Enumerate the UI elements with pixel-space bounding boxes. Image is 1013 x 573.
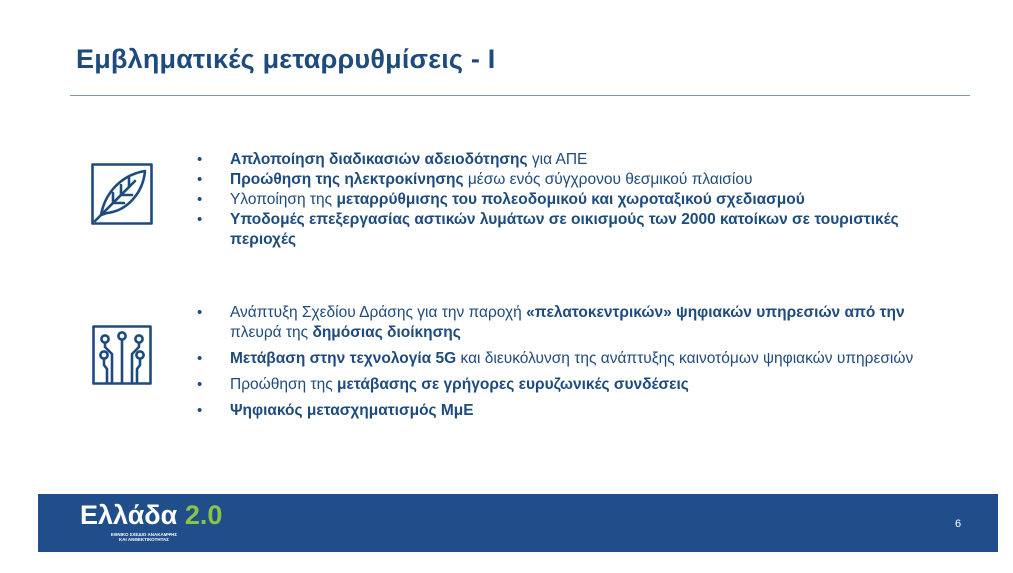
logo-text: Ελλάδα <box>80 500 178 530</box>
title-divider <box>70 95 970 96</box>
page-number: 6 <box>955 518 962 530</box>
bullet-text: Ανάπτυξη Σχεδίου Δράσης για την παροχή <box>230 304 527 321</box>
bullet-item <box>197 190 937 210</box>
bullet-item <box>197 210 937 250</box>
bullet-text: μέσω ενός σύγχρονου θεσμικού πλαισίου <box>463 171 753 188</box>
circuit-icon <box>92 325 152 385</box>
bullet-item <box>197 349 942 369</box>
bullet-text: Προώθηση της <box>230 376 337 393</box>
bullet-text: πλευρά της <box>230 324 313 341</box>
bullet-text: και διευκόλυνση της ανάπτυξης καινοτόμων ψηφιακών υπηρεσιών <box>456 350 914 367</box>
bullet-bold-text: Προώθηση της ηλεκτροκίνησης <box>230 171 464 188</box>
bullet-bold-text: Μετάβαση στην τεχνολογία 5G <box>230 350 457 367</box>
bullet-bold-text: Υποδομές επεξεργασίας αστικών λυμάτων σε οικισμούς των 2000 κατοίκων σε τουριστικές περιοχές <box>230 211 899 248</box>
bullet-item <box>197 170 937 190</box>
bullet-item <box>197 303 942 343</box>
bullet-text: για ΑΠΕ <box>527 151 588 168</box>
bullet-item <box>197 401 942 421</box>
bullet-bold-text: δημόσιας διοίκησης <box>312 324 461 341</box>
bullet-bold-text: Απλοποίηση διαδικασιών αδειοδότησης <box>230 151 528 168</box>
bullet-bold-text: Ψηφιακός μετασχηματισμός ΜμΕ <box>230 402 474 419</box>
leaf-icon <box>91 163 153 225</box>
bullet-list-digital <box>197 303 942 427</box>
bullet-item <box>197 150 937 170</box>
bullet-bold-text: «πελατοκεντρικών» ψηφιακών υπηρεσιών από την <box>526 304 905 321</box>
bullet-list-energy <box>197 150 937 250</box>
bullet-bold-text: μετάβασης σε γρήγορες ευρυζωνικές συνδέσεις <box>337 376 689 393</box>
bullet-text: Υλοποίηση της <box>230 191 337 208</box>
logo-version: 2.0 <box>184 500 223 530</box>
logo <box>80 500 222 531</box>
logo-tagline: ΕΘΝΙΚΟ ΣΧΕΔΙΟ ΑΝΑΚΑΜΨΗΣ ΚΑΙ ΑΝΘΕΚΤΙΚΟΤΗΤΑΣ <box>110 532 178 542</box>
bullet-bold-text: μεταρρύθμισης του πολεοδομικού και χωροταξικού σχεδιασμού <box>336 191 805 208</box>
bullet-item <box>197 375 942 395</box>
slide-title: Εμβληματικές μεταρρυθμίσεις - I <box>76 44 496 74</box>
